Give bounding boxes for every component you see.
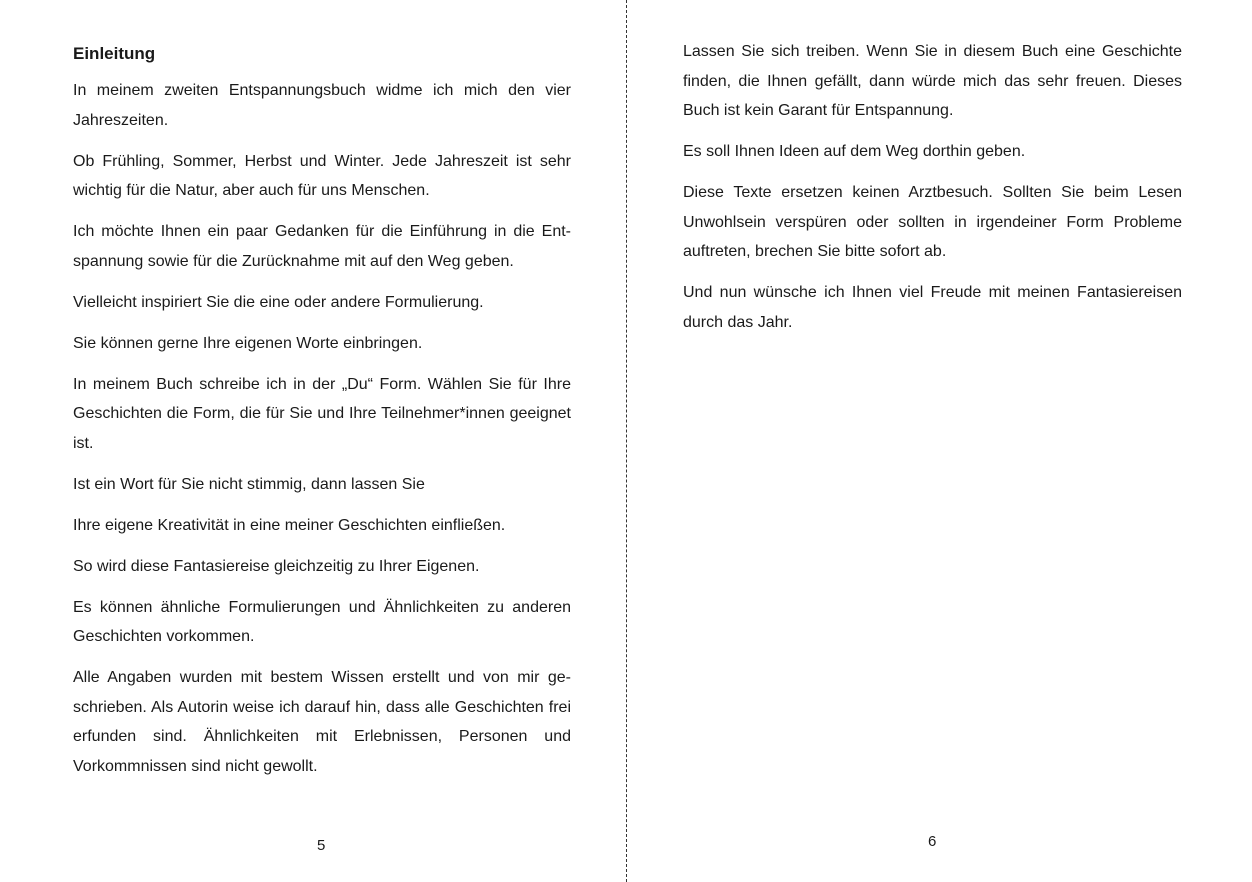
paragraph: Diese Texte ersetzen keinen Arztbesuch. Sollten Sie beim Lesen Unwohlsein verspüren oder sollten in irgendeiner Form Probleme auftreten, brechen Sie bitte sofort ab. — [683, 184, 1182, 260]
paragraph: Vielleicht inspiriert Sie die eine oder andere Formulierung. — [73, 293, 484, 311]
left-page-content — [73, 40, 571, 793]
paragraph: Ihre eigene Kreativität in eine meiner Geschichten einfließen. — [73, 516, 506, 534]
page-number-left: 5 — [317, 837, 326, 854]
paragraph: In meinem Buch schreibe ich in der „Du“ Form. Wählen Sie für Ihre Geschichten die Form, die für Sie und Ihre Teilnehmer*innen geeignet ist. — [73, 375, 571, 452]
paragraph: Ob Frühling, Sommer, Herbst und Winter. Jede Jahreszeit ist sehr wichtig für die Natur, aber auch für uns Menschen. — [73, 152, 571, 199]
paragraph: Es soll Ihnen Ideen auf dem Weg dorthin geben. — [683, 143, 1026, 160]
paragraph: Ist ein Wort für Sie nicht stimmig, dann lassen Sie — [73, 475, 425, 493]
page-divider — [626, 0, 627, 882]
page-number-right: 6 — [928, 833, 937, 850]
paragraph: Und nun wünsche ich Ihnen viel Freude mit meinen Fantasiereisen durch das Jahr. — [683, 284, 1182, 331]
paragraph: Alle Angaben wurden mit bestem Wissen erstellt und von mir geschrieben. Als Autorin weise ich darauf hin, dass alle Geschichten frei erfunden sind. Ähnlichkeiten mit Erlebnissen, Personen und Vorkommnissen sind nicht gewollt. — [73, 669, 571, 775]
right-page-content — [683, 37, 1182, 349]
paragraph: Lassen Sie sich treiben. Wenn Sie in diesem Buch eine Geschichte finden, die Ihnen gefällt, dann würde mich das sehr freuen. Dieses Buch ist kein Garant für Entspannung. — [683, 43, 1182, 119]
paragraph: Es können ähnliche Formulierungen und Ähnlichkeiten zu anderen Geschichten vorkommen. — [73, 598, 571, 645]
paragraph: In meinem zweiten Entspannungsbuch widme ich mich den vier Jahreszeiten. — [73, 82, 571, 129]
chapter-heading: Einleitung — [73, 44, 156, 63]
paragraph: Sie können gerne Ihre eigenen Worte einbringen. — [73, 334, 423, 352]
right-page — [628, 0, 1252, 882]
paragraph: Ich möchte Ihnen ein paar Gedanken für die Einführung in die Entspannung sowie für die Zurücknahme mit auf den Weg geben. — [73, 223, 571, 270]
paragraph: So wird diese Fantasiereise gleichzeitig zu Ihrer Eigenen. — [73, 557, 480, 575]
